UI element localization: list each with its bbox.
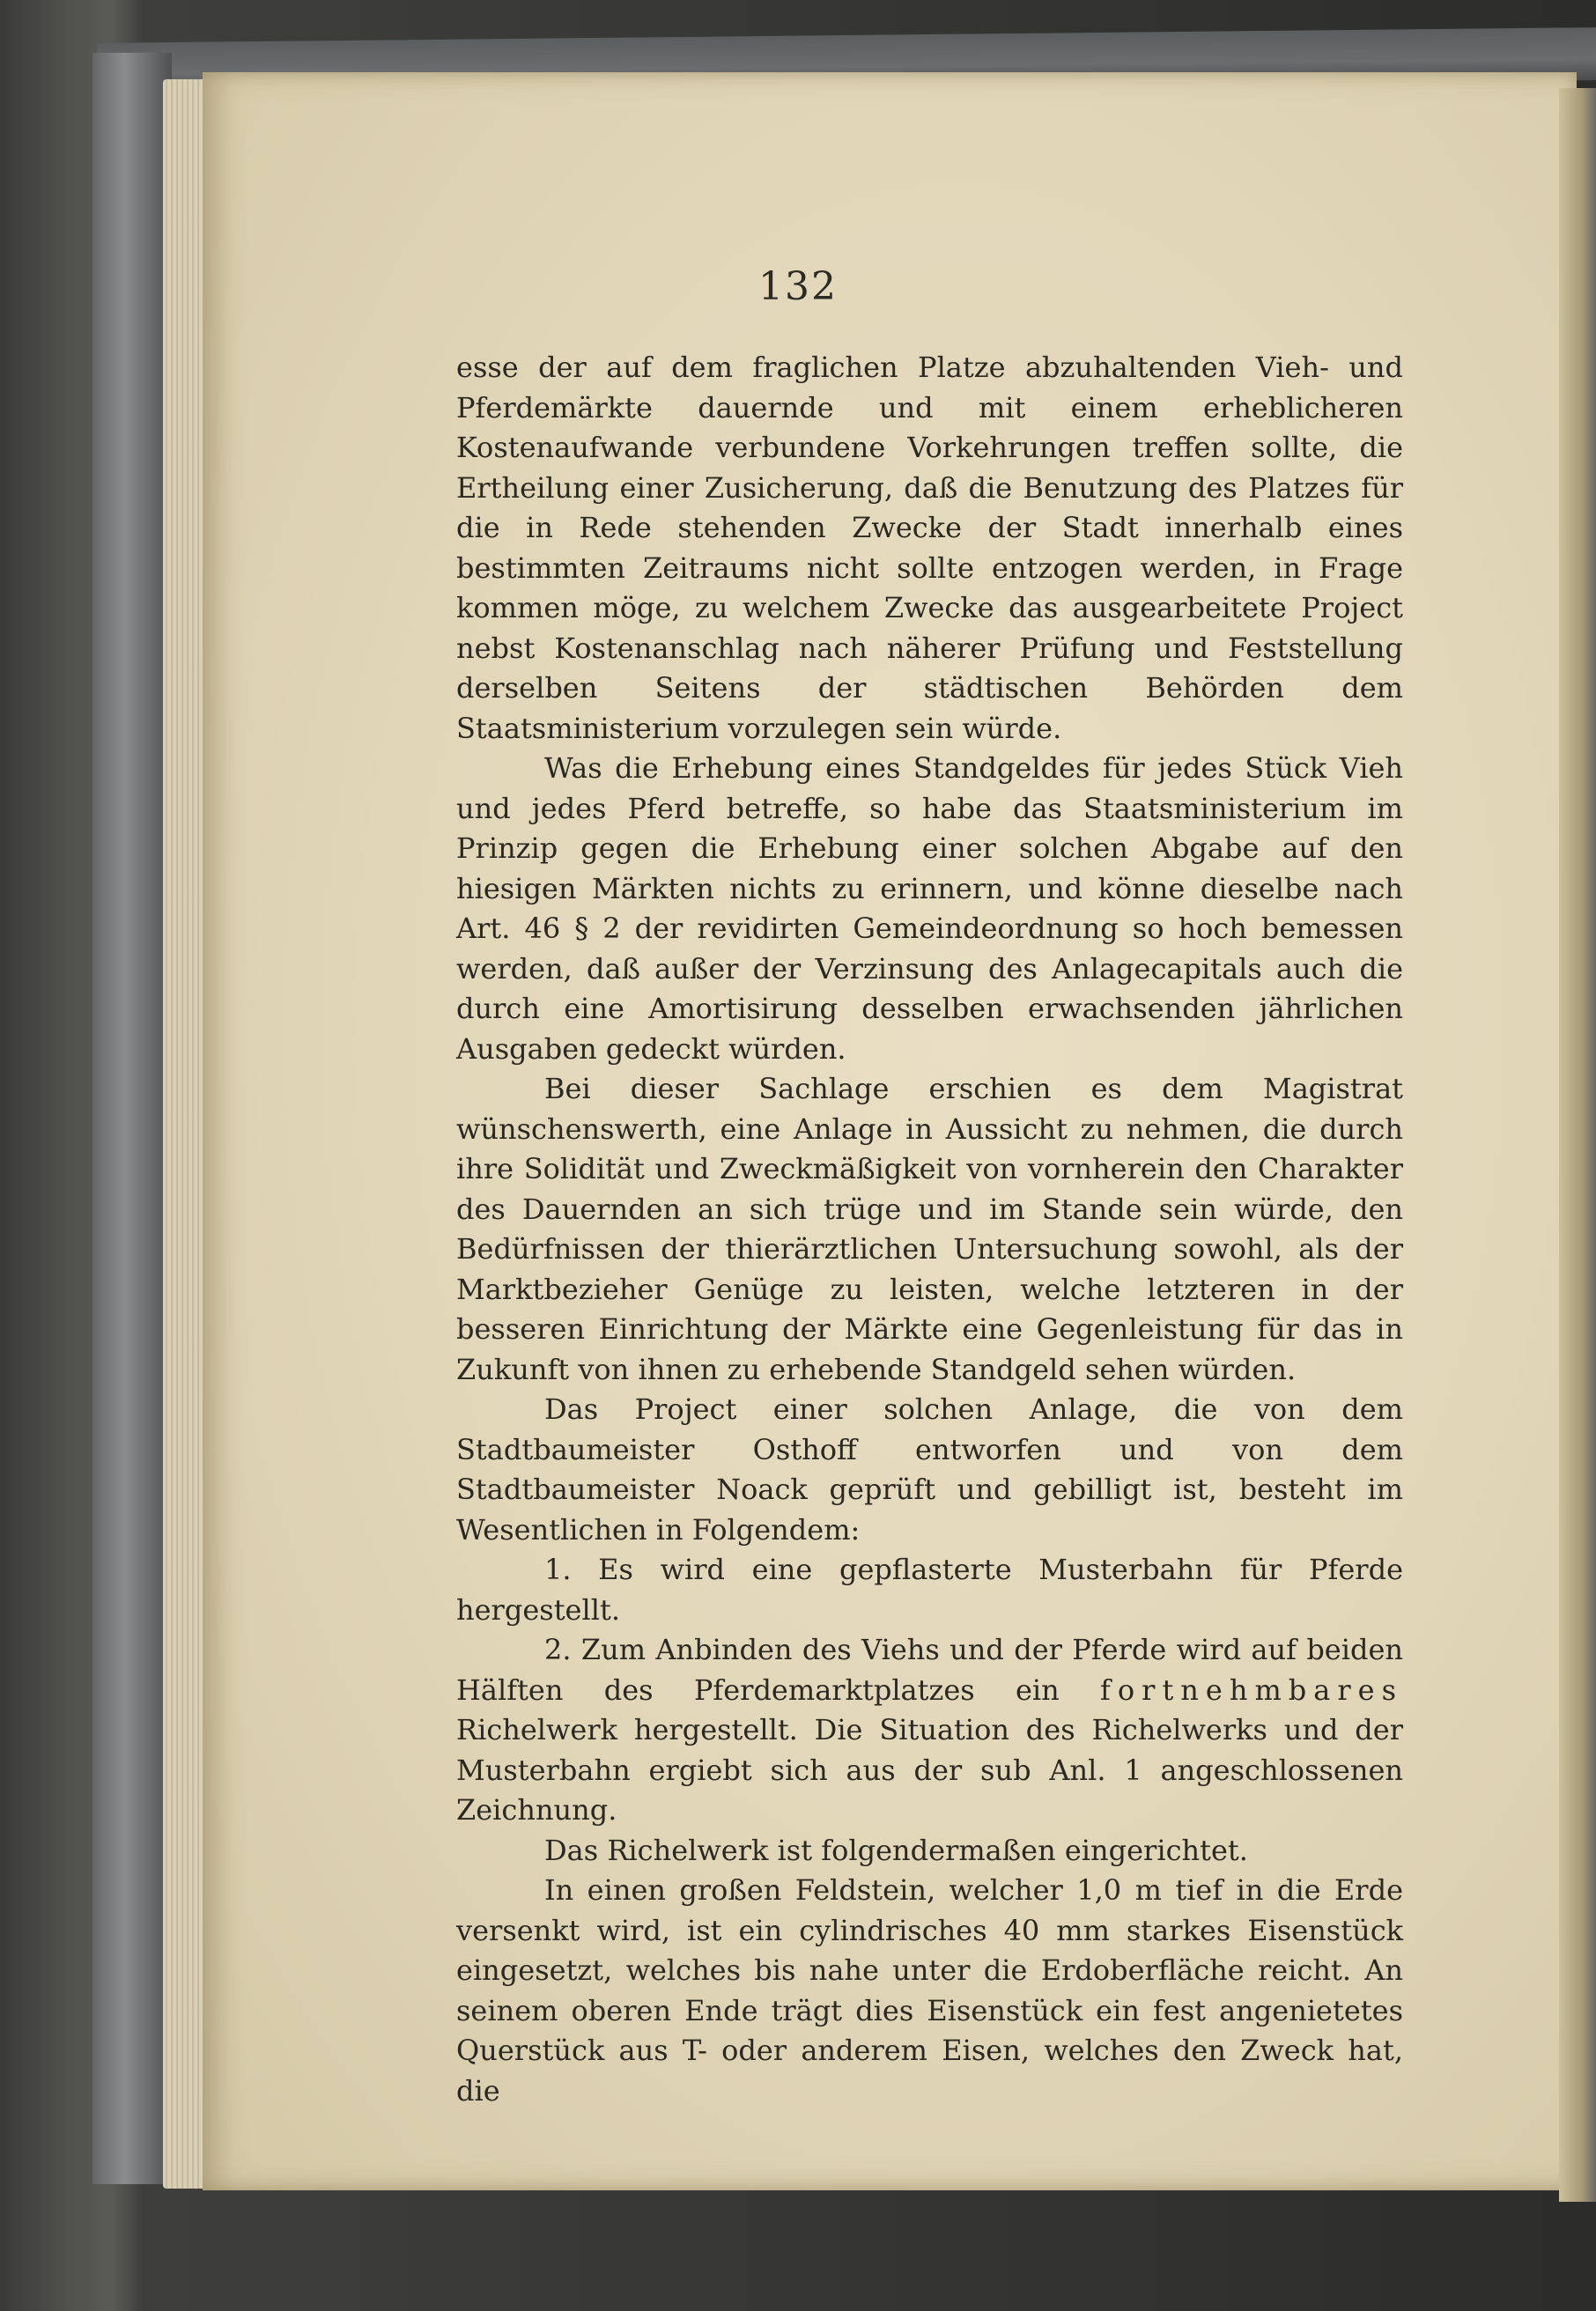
- paragraph-continuation: esse der auf dem fraglichen Platze abzuhaltenden Vieh- und Pferdemärkte dauernde und mit einem erheblicheren Kostenaufwande verbundene Vorkehrungen treffen sollte, die Ertheilung einer Zusicherung, daß die Benutzung des Platzes für die in Rede stehenden Zwecke der Stadt innerhalb eines bestimmten Zeitraums nicht sollte entzogen werden, in Frage kommen möge, zu welchem Zwecke das ausgearbeitete Project nebst Kostenanschlag nach näherer Prüfung und Feststellung derselben Seitens der städtischen Behörden dem Staatsministerium vorzulegen sein würde.: [456, 351, 1403, 745]
- page-number: 132: [758, 264, 838, 309]
- list-item-2: [456, 1630, 1403, 1831]
- page-body: [456, 348, 1403, 2111]
- list-item-2-rest: Richelwerk hergestellt. Die Situation des Richelwerks und der Musterbahn ergiebt sich aus der sub Anl. 1 angeschlossenen Zeichnung.: [456, 1713, 1403, 1827]
- page-right-edge: [1559, 88, 1596, 2202]
- book-cover-left: [92, 53, 172, 2184]
- paragraph-richelwerk: Das Richelwerk ist folgendermaßen eingerichtet.: [544, 1833, 1248, 1867]
- spaced-word: fortnehmbares: [1100, 1672, 1404, 1707]
- paragraph-sachlage: Bei dieser Sachlage erschien es dem Magistrat wünschenswerth, eine Anlage in Aussicht zu nehmen, die durch ihre Solidität und Zweckmäßigkeit von vornherein den Charakter des Dauernden an sich trüge und im Stande sein würde, den Bedürfnissen der thierärztlichen Untersuchung sowohl, als der Marktbezieher Genüge zu leisten, welche letzteren in der besseren Einrichtung der Märkte eine Gegenleistung für das in Zukunft von ihnen zu erhebende Standgeld sehen würden.: [456, 1072, 1403, 1386]
- paragraph-standgeld: Was die Erhebung eines Standgeldes für jedes Stück Vieh und jedes Pferd betreffe, so habe das Staatsministerium im Prinzip gegen die Erhebung einer solchen Abgabe auf den hiesigen Märkten nichts zu erinnern, und könne dieselbe nach Art. 46 § 2 der revidirten Gemeindeordnung so hoch bemessen werden, daß außer der Verzinsung des Anlagecapitals auch die durch eine Amortisirung desselben erwachsenden jährlichen Ausgaben gedeckt würden.: [456, 751, 1403, 1066]
- list-item-2-text: 2. Zum Anbinden des Viehs und der Pferde wird auf beiden Hälften des Pferdemarktplatzes ein: [456, 1633, 1403, 1707]
- list-item-1: 1. Es wird eine gepflasterte Musterbahn für Pferde hergestellt.: [456, 1553, 1403, 1627]
- paragraph-project: Das Project einer solchen Anlage, die von dem Stadtbaumeister Osthoff entworfen und von dem Stadtbaumeister Noack geprüft und gebilligt ist, besteht im Wesentlichen in Folgendem:: [456, 1392, 1403, 1547]
- paragraph-feldstein: In einen großen Feldstein, welcher 1,0 m tief in die Erde versenkt wird, ist ein cylindrisches 40 mm starkes Eisenstück eingesetzt, welches bis nahe unter die Erdoberfläche reicht. An seinem oberen Ende trägt dies Eisenstück ein fest angenietetes Querstück aus T- oder anderem Eisen, welches den Zweck hat, die: [456, 1873, 1403, 2108]
